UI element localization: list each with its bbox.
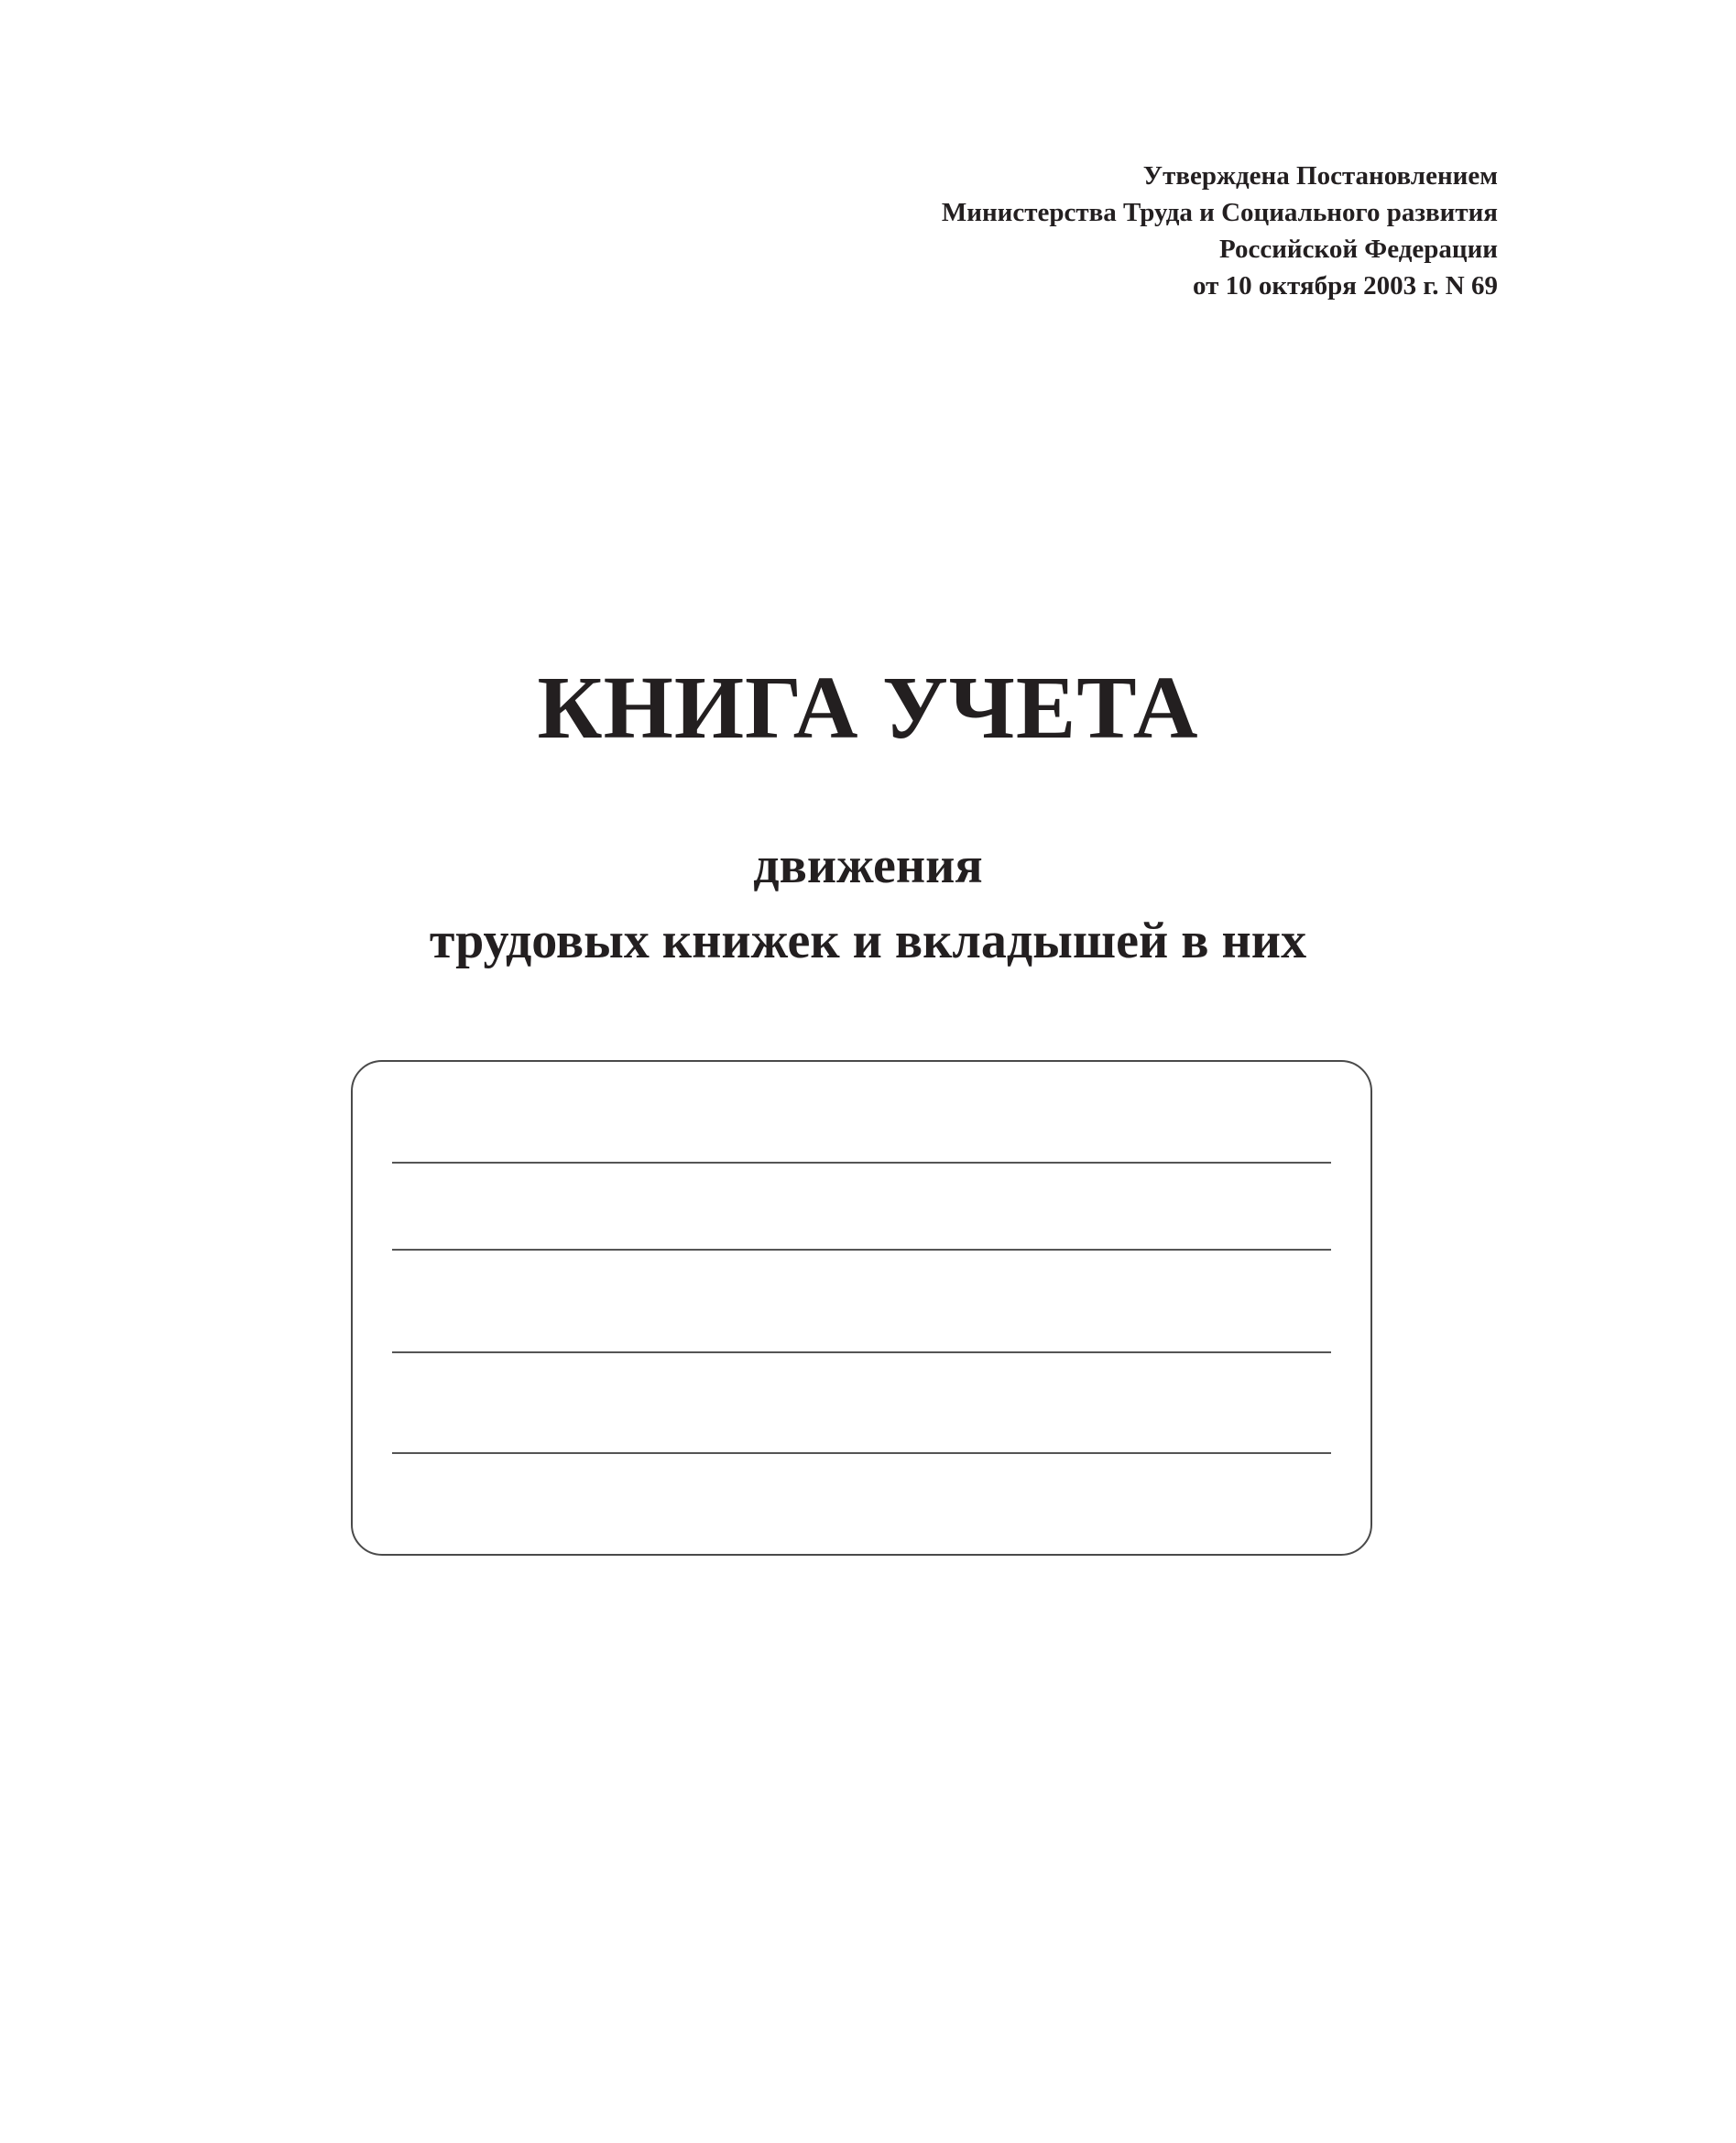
approval-line-2: Министерства Труда и Социального развития xyxy=(941,198,1498,227)
label-fill-line-3 xyxy=(392,1351,1331,1353)
label-fill-line-2 xyxy=(392,1249,1331,1251)
cover-label-box xyxy=(351,1060,1372,1556)
approval-line-3: Российской Федерации xyxy=(1218,235,1498,264)
subtitle-line-2: трудовых книжек и вкладышей в них xyxy=(429,913,1307,969)
document-subtitle xyxy=(0,828,1736,979)
subtitle-line-1: движения xyxy=(753,837,983,894)
approval-note xyxy=(942,158,1498,304)
approval-line-4: от 10 октября 2003 г. N 69 xyxy=(1192,271,1498,301)
document-title: КНИГА УЧЕТА xyxy=(537,659,1199,758)
label-fill-line-1 xyxy=(392,1162,1331,1164)
approval-line-1: Утверждена Постановлением xyxy=(1142,161,1498,191)
label-fill-line-4 xyxy=(392,1452,1331,1454)
